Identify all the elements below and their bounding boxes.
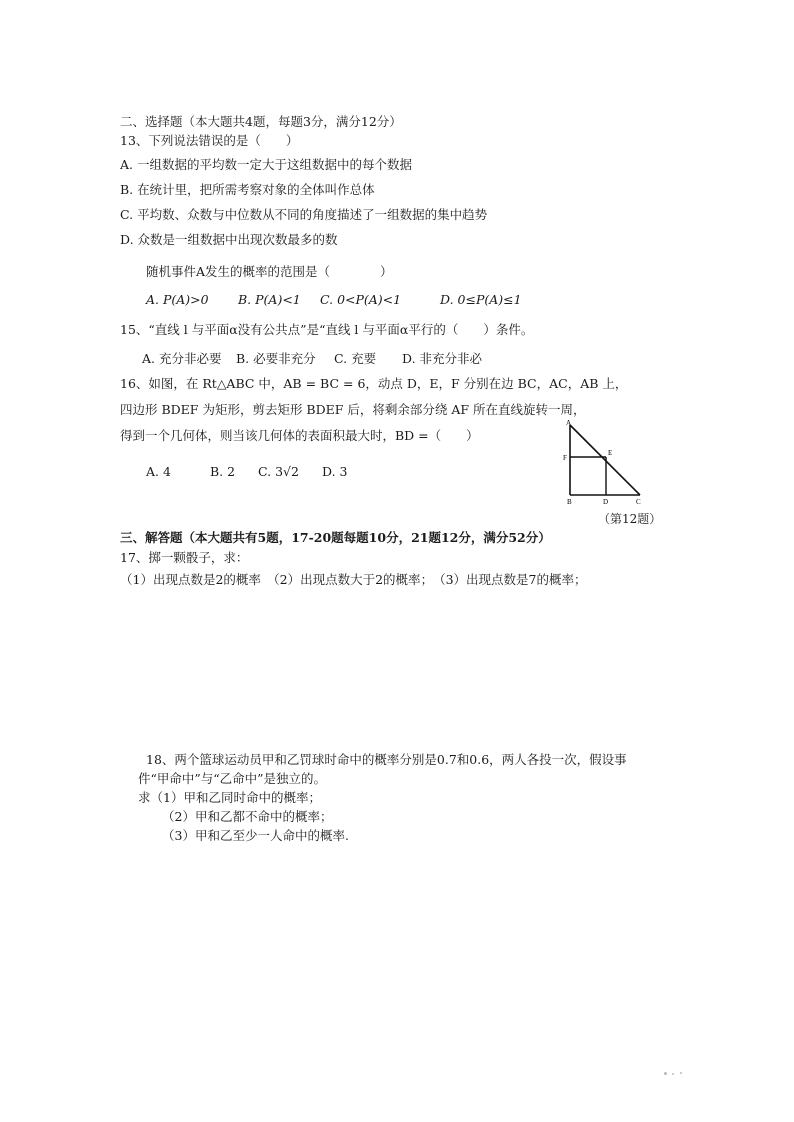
- q15-stem: 15、“直线 l 与平面α没有公共点”是“直线 l 与平面α平行的（ ）条件。: [120, 322, 534, 337]
- q17-stem: 17、掷一颗骰子，求：: [120, 550, 249, 565]
- q14-option-b: B. P(A)<1: [238, 292, 301, 307]
- edge-ac: [570, 425, 640, 495]
- q13-option-c: C. 平均数、众数与中位数从不同的角度描述了一组数据的集中趋势: [120, 207, 488, 222]
- q16-option-a: A. 4: [146, 464, 171, 479]
- q14-option-c: C. 0<P(A)<1: [320, 292, 402, 307]
- q16-option-b: B. 2: [210, 464, 236, 479]
- q14-option-d: D. 0≤P(A)≤1: [440, 292, 522, 307]
- label-e: E: [608, 449, 613, 457]
- q15-option-c: C. 充要: [334, 351, 377, 366]
- q16-line2: 四边形 BDEF 为矩形，剪去矩形 BDEF 后，将剩余部分绕 AF 所在直线旋转一周，: [120, 402, 586, 417]
- scan-speck: [664, 1072, 667, 1075]
- q16-line1: 16、如图，在 Rt△ABC 中，AB = BC = 6，动点 D，E，F 分别在边 BC，AC，AB 上，: [120, 376, 628, 391]
- q13-option-b: B. 在统计里，把所需考察对象的全体叫作总体: [120, 182, 375, 197]
- q18-line4: （2）甲和乙都不命中的概率；: [162, 809, 333, 824]
- q15-option-a: A. 充分非必要: [142, 351, 222, 366]
- q13-option-d: D. 众数是一组数据中出现次数最多的数: [120, 232, 338, 247]
- q14-option-a: A. P(A)>0: [146, 292, 209, 307]
- label-b: B: [567, 498, 572, 506]
- q16-option-c: C. 3√2: [258, 464, 299, 479]
- q14-stem: 随机事件A发生的概率的范围是（ ）: [146, 264, 393, 279]
- q15-option-b: B. 必要非充分: [236, 351, 316, 366]
- section2-header: 二、选择题（本大题共4题，每题3分，满分12分）: [120, 114, 402, 129]
- q18-line2: 件“甲命中”与“乙命中”是独立的。: [138, 771, 327, 786]
- label-d: D: [603, 498, 609, 506]
- q17-parts: （1）出现点数是2的概率 （2）出现点数大于2的概率； （3）出现点数是7的概率；: [120, 572, 587, 587]
- q13-stem: 13、下列说法错误的是（ ）: [120, 133, 299, 148]
- label-f: F: [563, 454, 567, 462]
- q15-option-d: D. 非充分非必: [402, 351, 483, 366]
- scan-speck: [680, 1072, 682, 1074]
- q18-line1: 18、两个篮球运动员甲和乙罚球时命中的概率分别是0.7和0.6，两人各投一次，假设事: [146, 752, 627, 767]
- label-c: C: [636, 498, 641, 506]
- figure-caption: （第12题）: [598, 512, 662, 526]
- q16-option-d: D. 3: [322, 464, 348, 479]
- label-a: A: [566, 420, 572, 427]
- section3-header: 三、解答题（本大题共有5题，17-20题每题10分，21题12分，满分52分）: [120, 530, 551, 545]
- q18-line5: （3）甲和乙至少一人命中的概率.: [162, 828, 349, 843]
- q18-line3: 求（1）甲和乙同时命中的概率；: [138, 790, 321, 805]
- scan-speck: [672, 1073, 674, 1075]
- q13-option-a: A. 一组数据的平均数一定大于这组数据中的每个数据: [120, 157, 412, 172]
- q16-line3: 得到一个几何体，则当该几何体的表面积最大时，BD =（ ）: [120, 428, 479, 443]
